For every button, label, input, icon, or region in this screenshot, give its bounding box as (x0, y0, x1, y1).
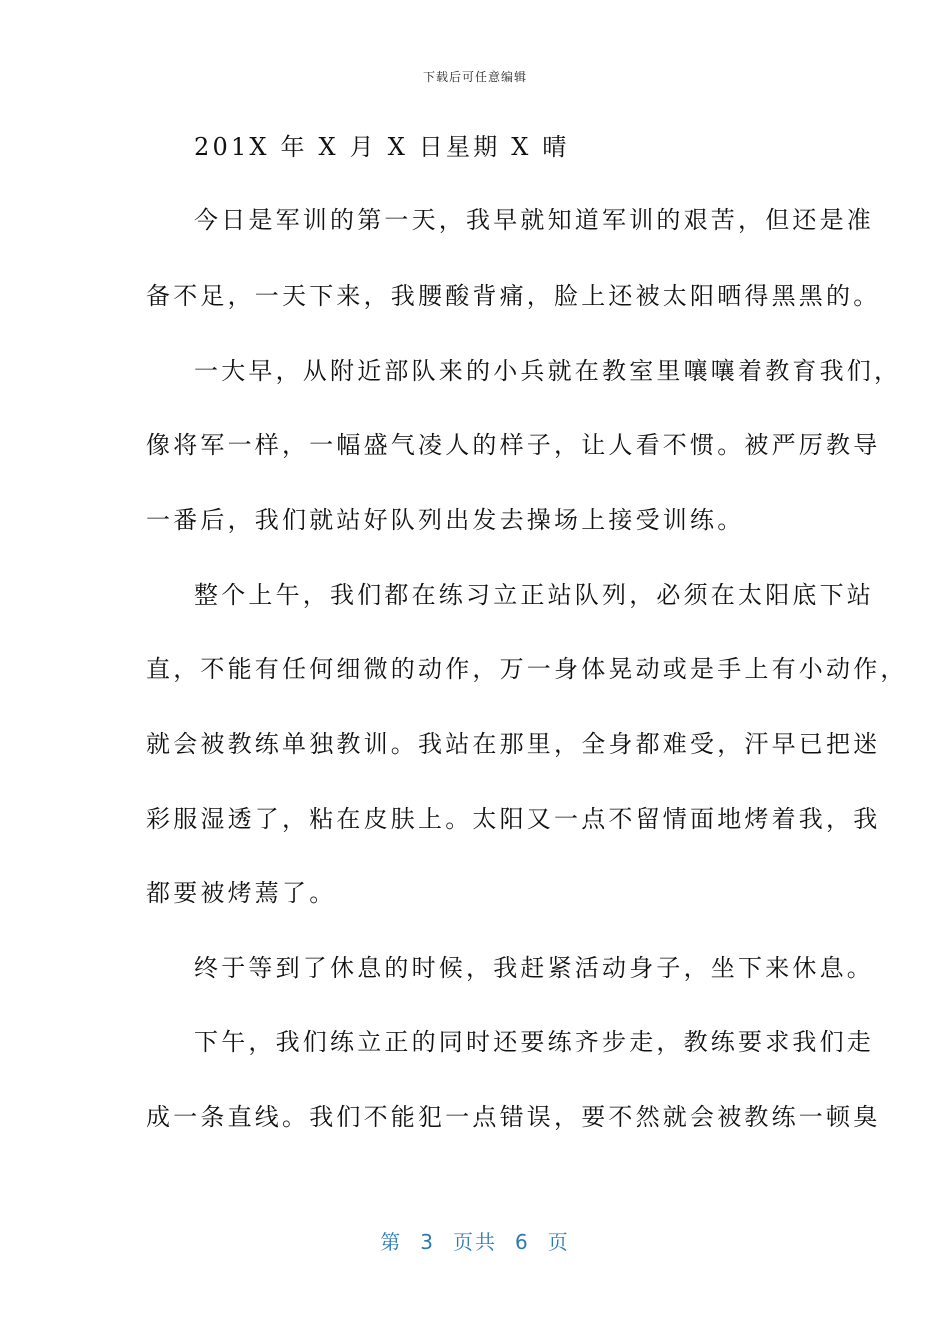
date-line: 201X 年 X 月 X 日星期 X 晴 (194, 133, 570, 161)
footer-total-pages: 6 (515, 1230, 530, 1254)
paragraph-line: 成一条直线。我们不能犯一点错误，要不然就会被教练一顿臭 (146, 1103, 881, 1131)
paragraph-line: 终于等到了休息的时候，我赶紧活动身子，坐下来休息。 (194, 954, 874, 982)
footer-middle: 页共 (453, 1230, 497, 1254)
paragraph-line: 备不足，一天下来，我腰酸背痛，脸上还被太阳晒得黑黑的。 (146, 282, 881, 310)
paragraph-line: 整个上午，我们都在练习立正站队列，必须在太阳底下站 (194, 581, 874, 609)
paragraph-line: 直，不能有任何细微的动作，万一身体晃动或是手上有小动作， (146, 655, 908, 683)
paragraph-line: 就会被教练单独教训。我站在那里，全身都难受，汗早已把迷 (146, 730, 881, 758)
paragraph-line: 像将军一样，一幅盛气凌人的样子，让人看不惯。被严厉教导 (146, 431, 881, 459)
paragraph-line: 今日是军训的第一天，我早就知道军训的艰苦，但还是准 (194, 206, 874, 234)
footer-current-page: 3 (420, 1230, 435, 1254)
paragraph-line: 一大早，从附近部队来的小兵就在教室里嚷嚷着教育我们， (194, 357, 902, 385)
footer-prefix: 第 (380, 1230, 403, 1254)
header-note: 下载后可任意编辑 (422, 70, 527, 84)
paragraph-line: 一番后，我们就站好队列出发去操场上接受训练。 (146, 506, 745, 534)
paragraph-line: 下午，我们练立正的同时还要练齐步走，教练要求我们走 (194, 1028, 874, 1056)
paragraph-line: 彩服湿透了，粘在皮肤上。太阳又一点不留情面地烤着我，我 (146, 805, 881, 833)
footer-suffix: 页 (547, 1230, 570, 1254)
paragraph-line: 都要被烤蔫了。 (146, 879, 337, 907)
page-footer (0, 1226, 950, 1255)
